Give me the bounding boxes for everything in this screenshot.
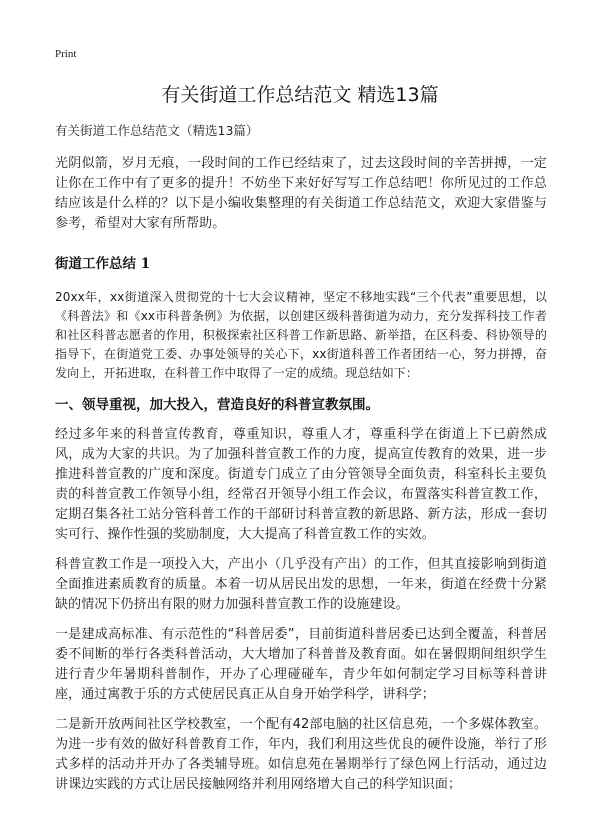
body-paragraph: 二是新开放两间社区学校教室，一个配有42部电脑的社区信息苑，一个多媒体教室。为进一步有效的做好科普教育工作，年内，我们利用这些优良的硬件设施，举行了形式多样的活动并开办了各类辅导班。如信息苑在暑期举行了绿色网上行活动，通过边讲课边实践的方式让居民接触网络并利用网络增大自己的科学知识面；: [55, 717, 547, 792]
body-paragraph: 20xx年，xx街道深入贯彻党的十七大会议精神，坚定不移地实践“三个代表”重要思想，以《科普法》和《xx市科普条例》为依据，以创建区级科普街道为动力，充分发挥科技工作者和社区科普志愿者的作用，积极探索社区科普工作新思路、新举措，在区科委、科协领导的指导下，在街道党工委、办事处领导的关心下，xx街道科普工作者团结一心，努力拼搏，奋发向上，开拓进取，在科普工作中取得了一定的成绩。现总结如下：: [55, 290, 547, 380]
section-heading: 街道工作总结 1: [55, 256, 151, 272]
print-link[interactable]: Print: [55, 48, 77, 60]
page-title: 有关街道工作总结范文 精选13篇: [161, 84, 439, 106]
body-paragraph: 科普宣教工作是一项投入大，产出小（几乎没有产出）的工作，但其直接影响到街道全面推进素质教育的质量。本着一切从居民出发的思想，一年来，街道在经费十分紧缺的情况下仍挤出有限的财力加强科普宣教工作的设施建设。: [55, 557, 547, 612]
intro-paragraph: 光阴似箭，岁月无痕，一段时间的工作已经结束了，过去这段时间的辛苦拼搏，一定让你在工作中有了更多的提升！不妨坐下来好好写写工作总结吧！你所见过的工作总结应该是什么样的？以下是小编收集整理的有关街道工作总结范文，欢迎大家借鉴与参考，希望对大家有所帮助。: [55, 156, 547, 231]
body-paragraph: 经过多年来的科普宣传教育，尊重知识，尊重人才，尊重科学在街道上下已蔚然成风，成为大家的共识。为了加强科普宣教工作的力度，提高宣传教育的效果，进一步推进科普宣教的广度和深度。街道专门成立了由分管领导全面负责，科室科长主要负责的科普宣教工作领导小组，经常召开领导小组工作会议，布置落实科普宣教工作，定期召集各社工站分管科普工作的干部研讨科普宣教的新思路、新方法，形成一套切实可行、操作性强的奖励制度，大大提高了科普宣教工作的实效。: [55, 427, 547, 542]
body-paragraph: 一是建成高标准、有示范性的“科普居委”，目前街道科普居委已达到全覆盖，科普居委不间断的举行各类科普活动，大大增加了科普普及教育面。如在暑假期间组织学生进行青少年暑期科普制作，开办了心理碰碰车，青少年如何制定学习目标等科普讲座，通过寓教于乐的方式使居民真正从自身开始学科学，讲科学；: [55, 627, 547, 702]
document-subtitle: 有关街道工作总结范文（精选13篇）: [55, 123, 259, 138]
subsection-heading: 一、领导重视，加大投入，营造良好的科普宣教氛围。: [55, 397, 379, 413]
document-body: [55, 122, 547, 805]
